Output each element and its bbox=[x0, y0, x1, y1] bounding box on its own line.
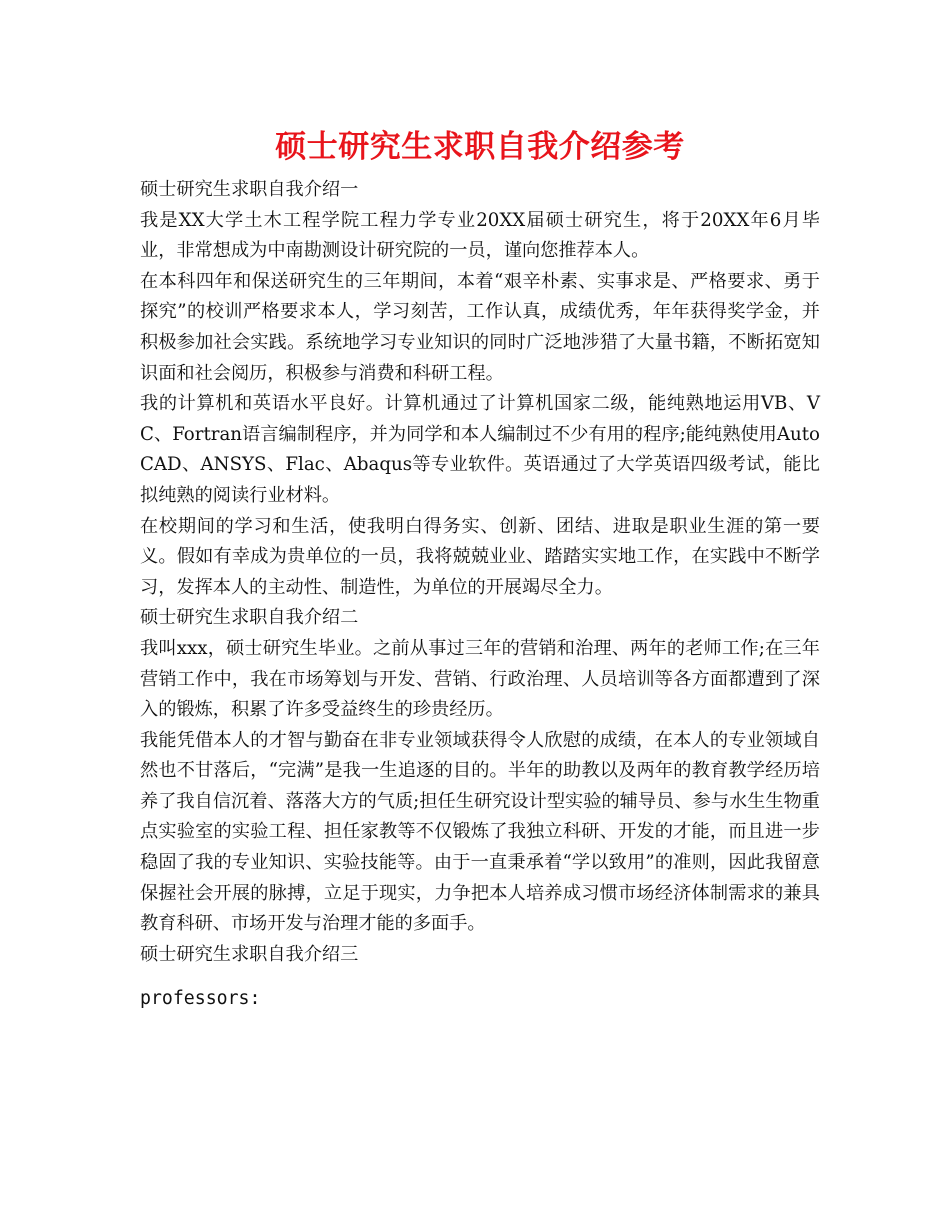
document-body bbox=[140, 175, 820, 1015]
section-heading: 硕士研究生求职自我介绍一 bbox=[140, 179, 359, 200]
paragraph: 在校期间的学习和生活，使我明白得务实、创新、团结、进取是职业生涯的第一要义。假如有幸成为贵单位的一员，我将兢兢业业、踏踏实实地工作，在实践中不断学习，发挥本人的主动性、制造性，为单位的开展竭尽全力。 bbox=[140, 515, 820, 598]
paragraph: 我叫xxx，硕士研究生毕业。之前从事过三年的营销和治理、两年的老师工作;在三年营销工作中，我在市场筹划与开发、营销、行政治理、人员培训等各方面都遭到了深入的锻炼，积累了许多受益终生的珍贵经历。 bbox=[140, 637, 820, 721]
section-heading: 硕士研究生求职自我介绍三 bbox=[140, 943, 359, 965]
salutation-line: professors: bbox=[140, 988, 261, 1010]
paragraph: 我是XX大学土木工程学院工程力学专业20XX届硕士研究生，将于20XX年6月毕业，非常想成为中南勘测设计研究院的一员，谨向您推荐本人。 bbox=[140, 209, 820, 262]
document-title: 硕士研究生求职自我介绍参考 bbox=[275, 129, 685, 165]
section-heading: 硕士研究生求职自我介绍二 bbox=[140, 607, 359, 629]
paragraph: 我能凭借本人的才智与勤奋在非专业领域获得令人欣慰的成绩，在本人的专业领域自然也不甘落后，“完满”是我一生追逐的目的。半年的助教以及两年的教育教学经历培养了我自信沉着、落落大方的气质;担任生研究设计型实验的辅导员、参与水生生物重点实验室的实验工程、担任家教等不仅锻炼了我独立科研、开发的才能，而且进一步稳固了我的专业知识、实验技能等。由于一直秉承着“学以致用”的准则，因此我留意保握社会开展的脉搏，立足于现实，力争把本人培养成习惯市场经济体制需求的兼具教育科研、市场开发与治理才能的多面手。 bbox=[140, 729, 820, 935]
paragraph: 我的计算机和英语水平良好。计算机通过了计算机国家二级，能纯熟地运用VB、VC、Fortran语言编制程序，并为同学和本人编制过不少有用的程序;能纯熟使用AutoCAD、ANSYS、Flac、Abaqus等专业软件。英语通过了大学英语四级考试，能比拟纯熟的阅读行业材料。 bbox=[140, 393, 820, 506]
paragraph: 在本科四年和保送研究生的三年期间，本着“艰辛朴素、实事求是、严格要求、勇于探究”的校训严格要求本人，学习刻苦，工作认真，成绩优秀，年年获得奖学金，并积极参加社会实践。系统地学习专业知识的同时广泛地涉猎了大量书籍，不断拓宽知识面和社会阅历，积极参与消费和科研工程。 bbox=[140, 270, 820, 384]
